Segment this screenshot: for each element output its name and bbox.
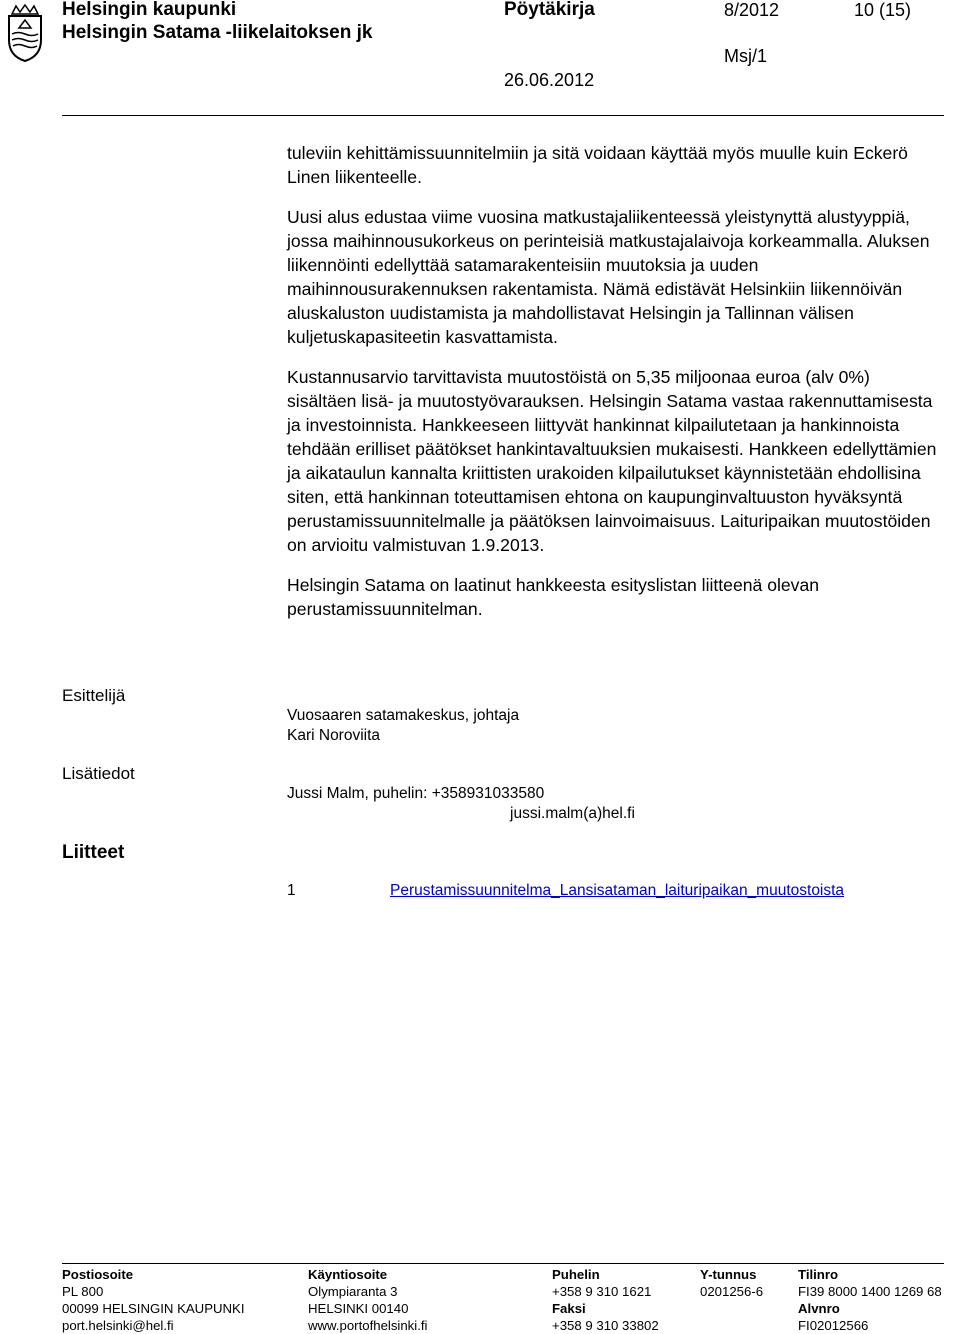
paragraph-3: Kustannusarvio tarvittavista muutostöistä on 5,35 miljoonaa euroa (alv 0%) sisältäen lisä- ja muutostyövarauksen. Helsingin Satama vastaa rakennuttamisesta ja investoinnista. Hankkeeseen liittyvät hankinnat kilpailutetaan ja hankinnoista tehdään erilliset päätökset hankintavaltuuksien mukaisesti. Hankkeen edellyttämien ja aikataulun kannalta kriittisten urakoiden kilpailutukset käynnistetään ehdollisina siten, että hankinnan toteuttamisen ehtona on kaupunginvaltuuston hyväksyntä perustamissuunnitelmalle ja päätöksen lainvoimaisuus. Laituripaikan muutostöiden on arvioitu valmistuvan 1.9.2013.	[287, 367, 937, 555]
footer-visiting	[308, 1266, 427, 1334]
liitteet-label: Liitteet	[62, 842, 125, 863]
footer-vat-heading: Alvnro	[798, 1301, 840, 1316]
footer-account-heading: Tilinro	[798, 1267, 839, 1282]
footer-postal-box: PL 800	[62, 1284, 104, 1299]
document-type: Pöytäkirja	[504, 0, 595, 20]
paragraph-1: tuleviin kehittämissuunnitelmiin ja sitä voidaan käyttää myös muulle kuin Eckerö Linen liikenteelle.	[287, 143, 908, 187]
footer-business-id	[700, 1266, 763, 1300]
footer-vat-number: FI02012566	[798, 1318, 869, 1333]
attachment-link[interactable]: Perustamissuunnitelma_Lansisataman_laituripaikan_muutostoista	[390, 882, 845, 899]
footer-business-id-value: 0201256-6	[700, 1284, 764, 1299]
meeting-date: 26.06.2012	[504, 70, 595, 90]
footer-phone-number: +358 9 310 1621	[552, 1284, 652, 1299]
footer-account-number: FI39 8000 1400 1269 68	[798, 1284, 942, 1299]
paragraph-2: Uusi alus edustaa viime vuosina matkustajaliikenteessä yleistynyttä alustyyppiä, jossa maihinnousukorkeus on perinteisiä matkustajalaivoja korkeammalla. Aluksen liikennöinti edellyttää satamarakenteisiin muutoksia ja uuden maihinnousurakennuksen rakentamista. Nämä edistävät Helsinkiin liikennöivän aluskaluston uudistamista ja mahdollistavat Helsingin ja Tallinnan välisen kuljetuskapasiteetin kasvattamista.	[287, 207, 930, 347]
footer-account	[798, 1266, 942, 1334]
footer-website: www.portofhelsinki.fi	[308, 1318, 428, 1333]
footer-visiting-heading: Käyntiosoite	[308, 1267, 388, 1282]
footer-postal-heading: Postiosoite	[62, 1267, 134, 1282]
footer-phone	[552, 1266, 659, 1334]
item-code: Msj/1	[724, 46, 768, 66]
footer-email: port.helsinki@hel.fi	[62, 1318, 174, 1333]
header-divider	[62, 115, 944, 116]
esittelija-label: Esittelijä	[62, 686, 126, 705]
page-number: 10 (15)	[854, 0, 912, 20]
footer-visiting-street: Olympiaranta 3	[308, 1284, 398, 1299]
department-name: Helsingin Satama -liikelaitoksen jk	[62, 22, 373, 43]
organization-name: Helsingin kaupunki	[62, 0, 237, 20]
lisatiedot-label: Lisätiedot	[62, 764, 135, 783]
paragraph-4: Helsingin Satama on laatinut hankkeesta esityslistan liitteenä olevan perustamissuunnitelman.	[287, 575, 820, 619]
footer-postal	[62, 1266, 245, 1334]
footer-fax-heading: Faksi	[552, 1301, 586, 1316]
main-body	[287, 141, 937, 621]
footer-visiting-city: HELSINKI 00140	[308, 1301, 409, 1316]
helsinki-coat-of-arms-logo	[4, 4, 46, 62]
presenter-title: Vuosaaren satamakeskus, johtaja	[287, 707, 520, 724]
presenter-name: Kari Noroviita	[287, 727, 381, 744]
footer-business-id-heading: Y-tunnus	[700, 1267, 757, 1282]
footer-fax-number: +358 9 310 33802	[552, 1318, 659, 1333]
contact-email: jussi.malm(a)hel.fi	[510, 805, 635, 822]
attachment-number: 1	[287, 882, 296, 899]
document-number: 8/2012	[724, 0, 780, 20]
footer-divider	[62, 1263, 944, 1264]
footer-phone-heading: Puhelin	[552, 1267, 600, 1282]
contact-info: Jussi Malm, puhelin: +358931033580	[287, 785, 545, 802]
footer-postal-city: 00099 HELSINGIN KAUPUNKI	[62, 1301, 245, 1316]
